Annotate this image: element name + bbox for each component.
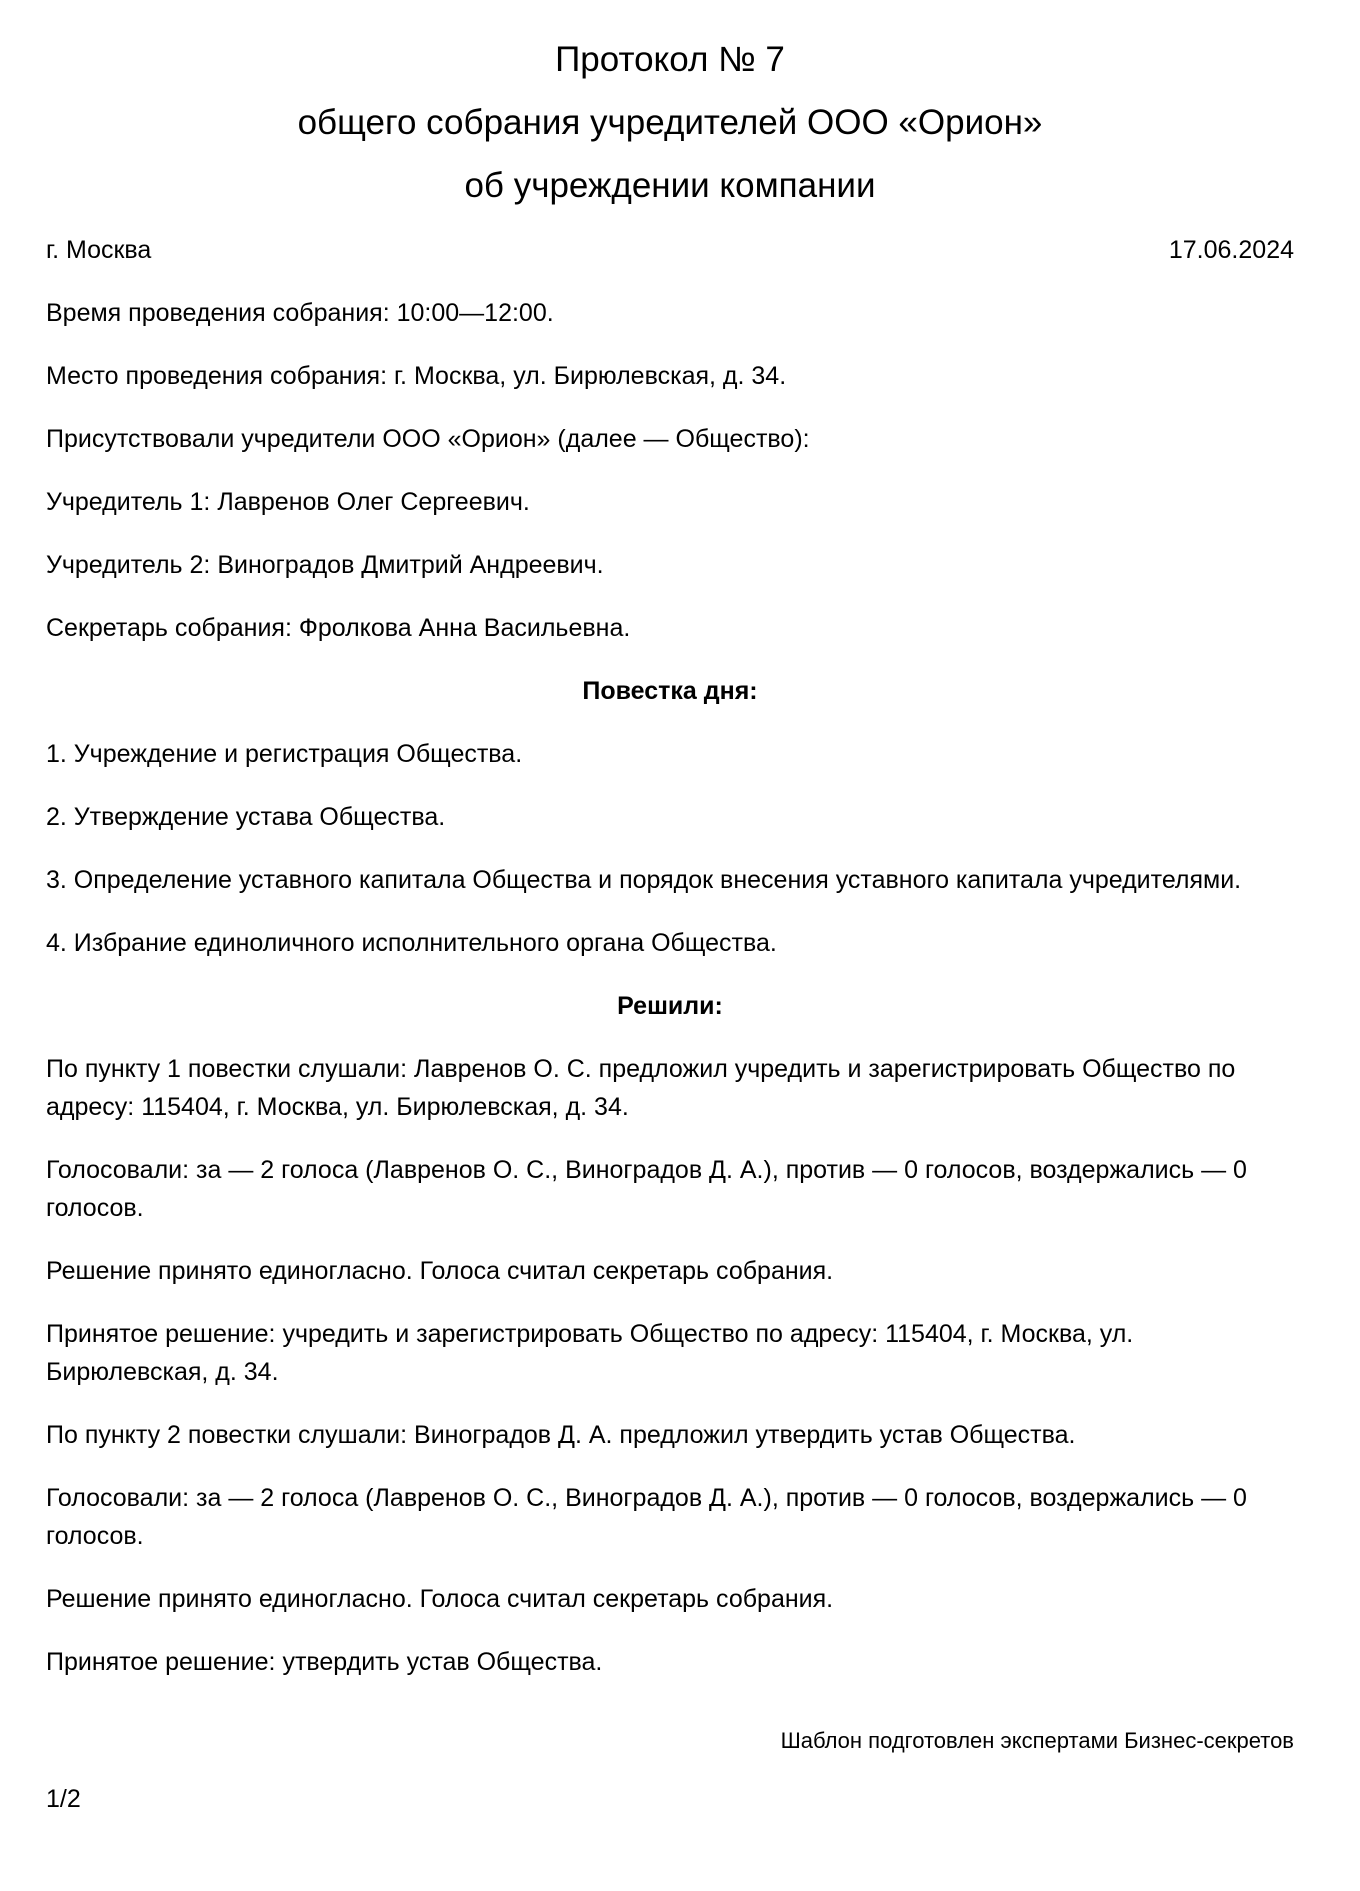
agenda-item-1: 1. Учреждение и регистрация Общества. (46, 740, 523, 768)
page-number-indicator: 1/2 (46, 1785, 81, 1813)
title-line-3: об учреждении компании (464, 166, 876, 205)
template-credit-note: Шаблон подготовлен экспертами Бизнес-секретов (780, 1728, 1294, 1753)
meta-row (46, 231, 1294, 269)
agenda-heading: Повестка дня: (582, 677, 758, 705)
resolution-item1-heard-paragraph: По пункту 1 повестки слушали: Лавренов О. С. предложил учредить и зарегистрировать Общество по адресу: 115404, г. Москва, ул. Бирюлевская, д. 34. (46, 1055, 1236, 1121)
founder-2-paragraph: Учредитель 2: Виноградов Дмитрий Андреевич. (46, 551, 604, 579)
resolution-item2-decision-paragraph: Принятое решение: утвердить устав Общества. (46, 1648, 603, 1676)
date-label: 17.06.2024 (1168, 236, 1294, 264)
attendees-paragraph: Присутствовали учредители ООО «Орион» (далее — Общество): (46, 425, 810, 453)
resolution-item2-unanimous-paragraph: Решение принято единогласно. Голоса считал секретарь собрания. (46, 1585, 834, 1613)
title-line-2: общего собрания учредителей ООО «Орион» (297, 103, 1043, 142)
agenda-item-4: 4. Избрание единоличного исполнительного органа Общества. (46, 929, 777, 957)
founder-1-paragraph: Учредитель 1: Лавренов Олег Сергеевич. (46, 488, 530, 516)
meeting-time-paragraph: Время проведения собрания: 10:00—12:00. (46, 299, 554, 327)
agenda-item-3: 3. Определение уставного капитала Общества и порядок внесения уставного капитала учредителями. (46, 866, 1242, 894)
secretary-paragraph: Секретарь собрания: Фролкова Анна Васильевна. (46, 614, 631, 642)
resolution-item1-votes-paragraph: Голосовали: за — 2 голоса (Лавренов О. С., Виноградов Д. А.), против — 0 голосов, воздержались — 0 голосов. (46, 1156, 1247, 1222)
resolution-item1-unanimous-paragraph: Решение принято единогласно. Голоса считал секретарь собрания. (46, 1257, 834, 1285)
resolution-item1-decision-paragraph: Принятое решение: учредить и зарегистрировать Общество по адресу: 115404, г. Москва, ул. Бирюлевская, д. 34. (46, 1320, 1134, 1386)
resolution-item2-heard-paragraph: По пункту 2 повестки слушали: Виноградов Д. А. предложил утвердить устав Общества. (46, 1421, 1076, 1449)
resolution-item2-votes-paragraph: Голосовали: за — 2 голоса (Лавренов О. С., Виноградов Д. А.), против — 0 голосов, воздержались — 0 голосов. (46, 1484, 1247, 1550)
title-line-1: Протокол № 7 (555, 40, 785, 79)
resolutions-heading: Решили: (617, 992, 723, 1020)
document-title (46, 28, 1294, 217)
agenda-item-2: 2. Утверждение устава Общества. (46, 803, 446, 831)
meeting-place-paragraph: Место проведения собрания: г. Москва, ул. Бирюлевская, д. 34. (46, 362, 787, 390)
city-label: г. Москва (46, 236, 152, 264)
